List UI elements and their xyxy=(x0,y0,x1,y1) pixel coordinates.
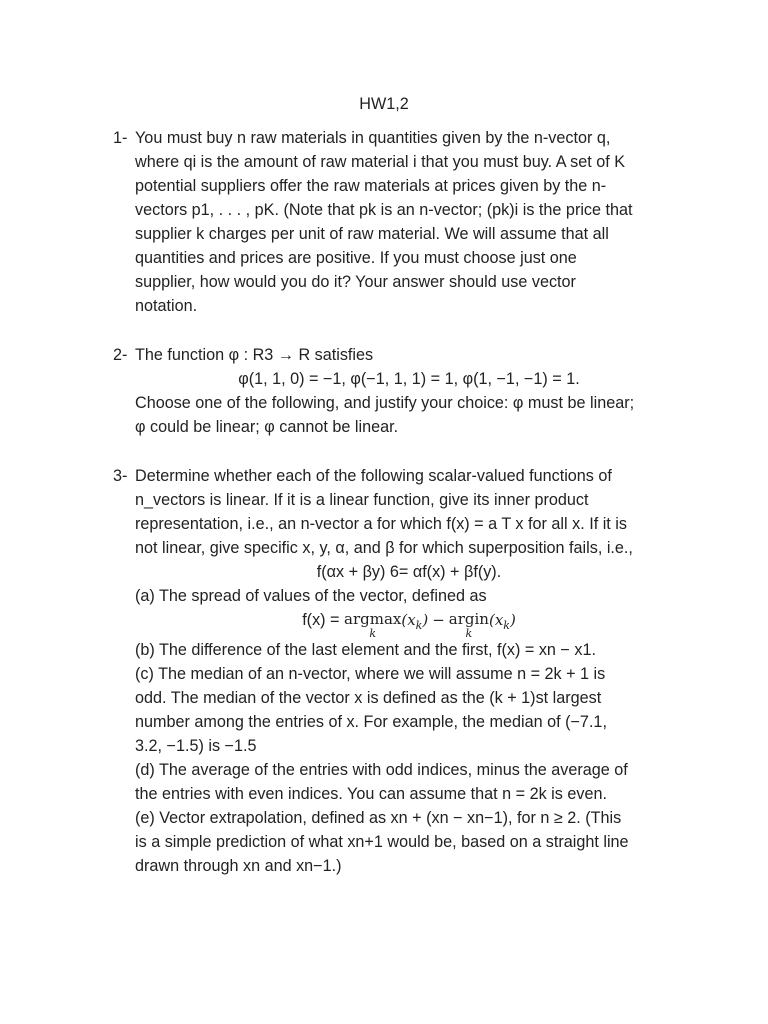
text-line: quantities and prices are positive. If you must choose just one xyxy=(135,249,577,267)
problem-number: 2- xyxy=(113,346,128,364)
text-line: notation. xyxy=(135,297,198,315)
problem-text xyxy=(135,343,683,439)
problem-3 xyxy=(113,464,683,878)
formula-argument: $(x_k)$ xyxy=(401,611,429,632)
text-line: The function φ : R3 → R satisfies xyxy=(135,346,374,364)
text-line: vectors p1, . . . , pK. (Note that pk is an n-vector; (pk)i is the price that xyxy=(135,201,633,219)
formula-lhs: f(x) = xyxy=(302,611,345,629)
formula-minus: − xyxy=(432,611,445,629)
text-line: 3.2, −1.5) is −1.5 xyxy=(135,737,257,755)
text-line: supplier k charges per unit of raw material. We will assume that all xyxy=(135,225,609,243)
equation: φ(1, 1, 0) = −1, φ(−1, 1, 1) = 1, φ(1, −1, −1) = 1. xyxy=(238,370,580,388)
text-line: n_vectors is linear. If it is a linear function, give its inner product xyxy=(135,491,589,509)
text-line: representation, i.e., an n-vector a for which f(x) = a T x for all x. If it is xyxy=(135,515,627,533)
text-line: drawn through xn and xn−1.) xyxy=(135,857,342,875)
problem-number: 3- xyxy=(113,467,128,485)
text-line: Determine whether each of the following scalar-valued functions of xyxy=(135,467,612,485)
part-a-label: (a) The spread of values of the vector, defined as xyxy=(135,587,487,605)
text-line: φ could be linear; φ cannot be linear. xyxy=(135,418,399,436)
argin-operator: argin k xyxy=(448,610,489,640)
text-line: where qi is the amount of raw material i that you must buy. A set of K xyxy=(135,153,626,171)
problem-text xyxy=(135,126,683,318)
formula-argument: $(x_k)$ xyxy=(488,611,516,632)
text-line: (d) The average of the entries with odd indices, minus the average of xyxy=(135,761,628,779)
spread-formula xyxy=(135,608,683,638)
problem-number: 1- xyxy=(113,129,128,147)
text-line: (e) Vector extrapolation, defined as xn + (xn − xn−1), for n ≥ 2. (This xyxy=(135,809,622,827)
text-line: supplier, how would you do it? Your answer should use vector xyxy=(135,273,576,291)
text-line: You must buy n raw materials in quantities given by the n-vector q, xyxy=(135,129,611,147)
text-line: odd. The median of the vector x is defined as the (k + 1)st largest xyxy=(135,689,602,707)
problem-2 xyxy=(113,343,683,439)
document-title: HW1,2 xyxy=(359,95,409,113)
superposition-equation: f(αx + βy) 6= αf(x) + βf(y). xyxy=(316,563,502,581)
problem-1 xyxy=(113,126,683,318)
text-line: Choose one of the following, and justify your choice: φ must be linear; xyxy=(135,394,635,412)
text-line: (c) The median of an n-vector, where we will assume n = 2k + 1 is xyxy=(135,665,606,683)
problem-text xyxy=(135,464,683,878)
text-line: potential suppliers offer the raw materials at prices given by the n- xyxy=(135,177,607,195)
text-line: not linear, give specific x, y, α, and β for which superposition fails, i.e., xyxy=(135,539,633,557)
argmax-operator: argmax k xyxy=(344,610,402,640)
text-line: (b) The difference of the last element and the first, f(x) = xn − x1. xyxy=(135,641,596,659)
text-line: is a simple prediction of what xn+1 would be, based on a straight line xyxy=(135,833,629,851)
text-line: the entries with even indices. You can assume that n = 2k is even. xyxy=(135,785,607,803)
text-line: number among the entries of x. For example, the median of (−7.1, xyxy=(135,713,607,731)
